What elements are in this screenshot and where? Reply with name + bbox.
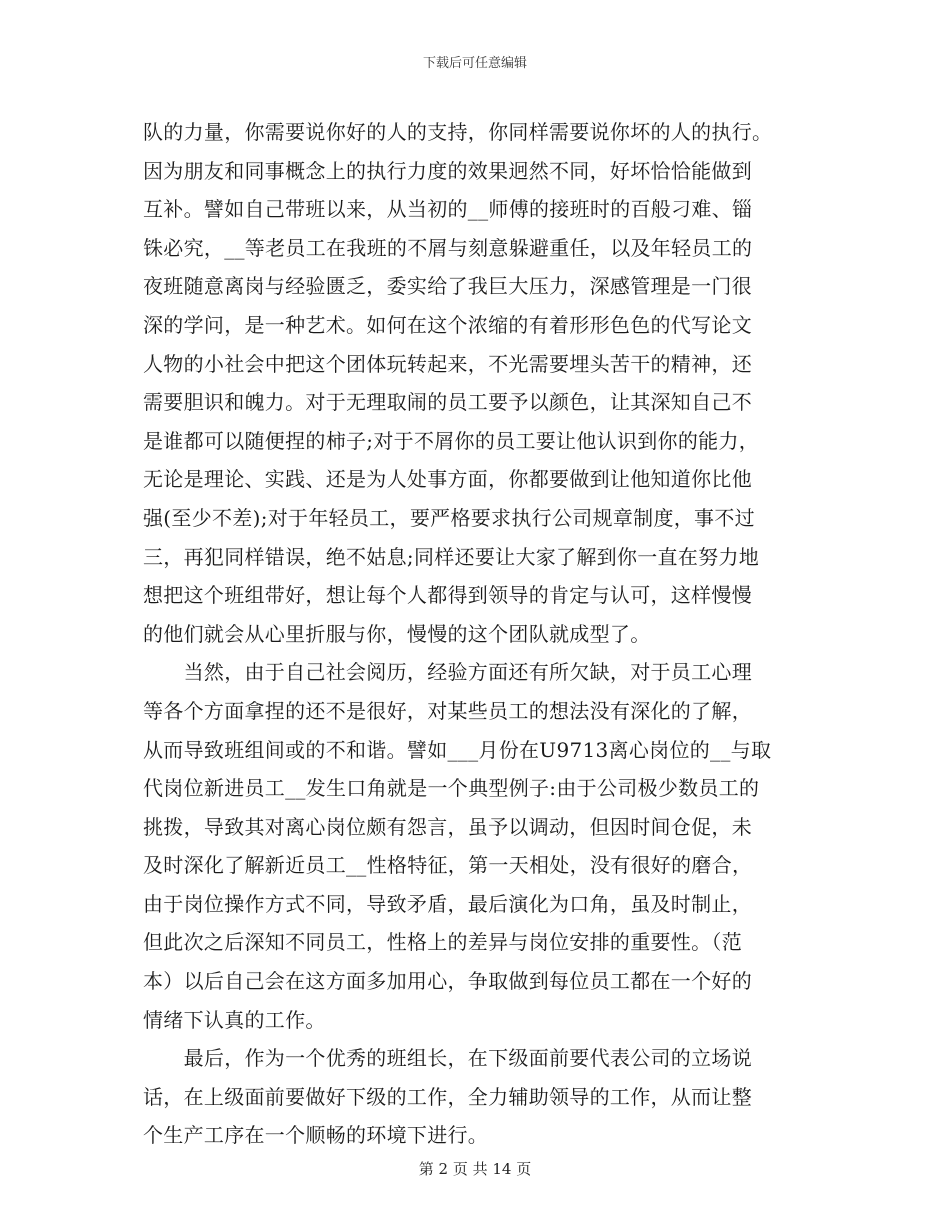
page-header: 下载后可任意编辑	[422, 56, 527, 71]
text-line: 因为朋友和同事概念上的执行力度的效果迥然不同，好坏恰恰能做到	[143, 158, 752, 183]
text-line: 等各个方面拿捏的还不是很好，对某些员工的想法没有深化的了解，	[143, 698, 752, 723]
text-line: 人物的小社会中把这个团体玩转起来，不光需要埋头苦干的精神，还	[143, 351, 752, 376]
text-line: 挑拨，导致其对离心岗位颇有怨言，虽予以调动，但因时间仓促，未	[143, 814, 752, 839]
text-line: 夜班随意离岗与经验匮乏，委实给了我巨大压力，深感管理是一门很	[143, 274, 752, 299]
text-line: 代岗位新进员工__发生口角就是一个典型例子:由于公司极少数员工的	[143, 776, 760, 801]
text-line: 的他们就会从心里折服与你，慢慢的这个团队就成型了。	[143, 621, 651, 646]
text-line: 互补。譬如自己带班以来，从当初的__师傅的接班时的百般刁难、锱	[143, 197, 753, 222]
text-line: 由于岗位操作方式不同，导致矛盾，最后演化为口角，虽及时制止，	[143, 891, 752, 916]
text-line: 当然，由于自己社会阅历，经验方面还有所欠缺，对于员工心理	[143, 660, 752, 685]
text-line: 深的学问，是一种艺术。如何在这个浓缩的有着形形色色的代写论文	[143, 312, 752, 337]
text-line: 队的力量，你需要说你好的人的支持，你同样需要说你坏的人的执行。	[143, 120, 773, 144]
text-line: 最后，作为一个优秀的班组长，在下级面前要代表公司的立场说	[143, 1046, 752, 1071]
text-line: 无论是理论、实践、还是为人处事方面，你都要做到让他知道你比他	[143, 467, 752, 492]
text-line: 本）以后自己会在这方面多加用心，争取做到每位员工都在一个好的	[143, 969, 752, 994]
document-body	[143, 113, 823, 1155]
text-line: 强(至少不差);对于年轻员工，要严格要求执行公司规章制度，事不过	[143, 505, 755, 530]
text-line: 个生产工序在一个顺畅的环境下进行。	[143, 1123, 489, 1148]
text-line: 需要胆识和魄力。对于无理取闹的员工要予以颜色，让其深知自己不	[143, 390, 752, 415]
text-line: 从而导致班组间或的不和谐。譬如___月份在U9713离心岗位的__与取	[143, 737, 772, 762]
text-line: 及时深化了解新近员工__性格特征，第一天相处，没有很好的磨合，	[143, 853, 753, 878]
text-line: 情绪下认真的工作。	[143, 1007, 326, 1032]
text-line: 是谁都可以随便捏的柿子;对于不屑你的员工要让他认识到你的能力，	[143, 428, 760, 453]
text-line: 话，在上级面前要做好下级的工作，全力辅助领导的工作，从而让整	[143, 1084, 752, 1109]
page-number-footer: 第 2 页 共 14 页	[418, 1160, 532, 1178]
text-line: 铢必究，__等老员工在我班的不屑与刻意躲避重任，以及年轻员工的	[143, 235, 753, 260]
text-line: 想把这个班组带好，想让每个人都得到领导的肯定与认可，这样慢慢	[143, 583, 752, 608]
text-line: 三，再犯同样错误，绝不姑息;同样还要让大家了解到你一直在努力地	[143, 544, 760, 569]
text-line: 但此次之后深知不同员工，性格上的差异与岗位安排的重要性。（范	[143, 930, 742, 955]
